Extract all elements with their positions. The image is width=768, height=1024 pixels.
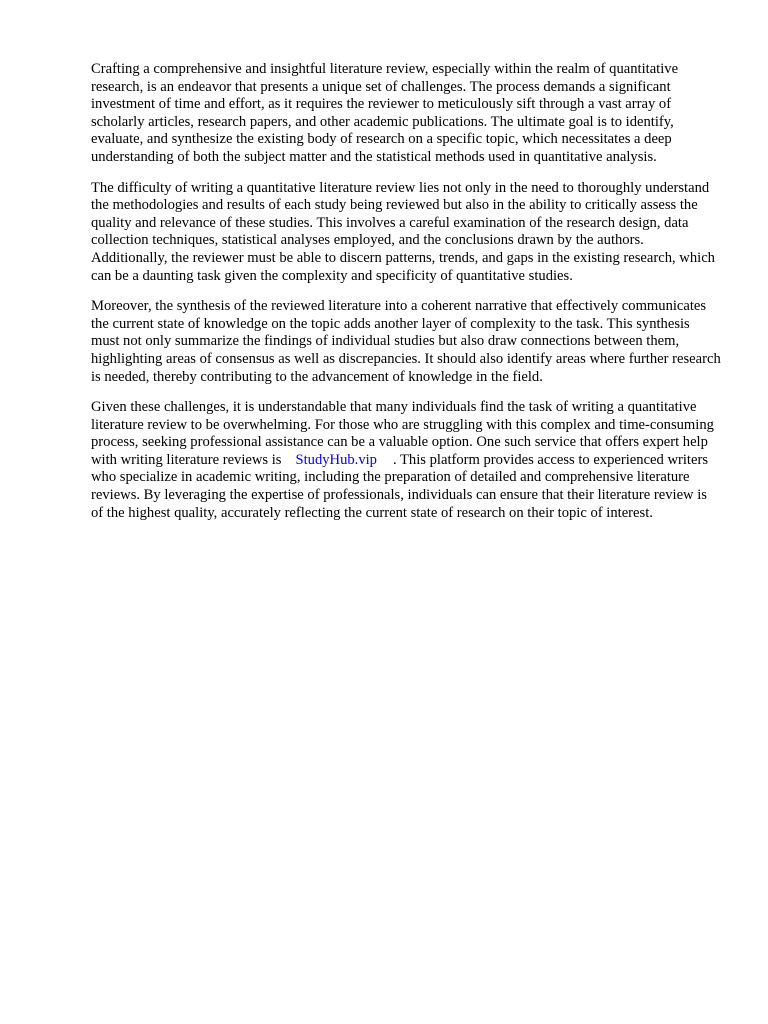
document-body — [91, 61, 721, 535]
paragraph-1: Crafting a comprehensive and insightful literature review, especially within the realm of quantitative research, is an endeavor that presents a unique set of challenges. The process demands a significant investment of time and effort, as it requires the reviewer to meticulously sift through a vast array of scholarly articles, research papers, and other academic publications. The ultimate goal is to identify, evaluate, and synthesize the existing body of research on a specific topic, which necessitates a deep understanding of both the subject matter and the statistical methods used in quantitative analysis. — [91, 61, 679, 165]
studyhub-link[interactable]: StudyHub.vip — [295, 451, 377, 468]
paragraph-4-before-link: Given these challenges, it is understandable that many individuals find the task of writing a quantitative literature review to be overwhelming. For those who are struggling with this complex and time-consuming process, seeking professional assistance can be a valuable option. One such service that offers expert help with writing literature reviews is — [91, 399, 714, 468]
paragraph-4 — [91, 399, 721, 522]
paragraph-2: The difficulty of writing a quantitative literature review lies not only in the need to thoroughly understand the methodologies and results of each study being reviewed but also in the ability to critically assess the quality and relevance of these studies. This involves a careful examination of the research design, data collection techniques, statistical analyses employed, and the conclusions drawn by the authors. Additionally, the reviewer must be able to discern patterns, trends, and gaps in the existing research, which can be a daunting task given the complexity and specificity of quantitative studies. — [91, 179, 715, 284]
paragraph-4-after-link: . This platform provides access to experienced writers who specialize in academic writing, including the preparation of detailed and comprehensive literature reviews. By leveraging the expertise of professionals, individuals can ensure that their literature review is of the highest quality, accurately reflecting the current state of research on their topic of interest. — [91, 451, 708, 521]
paragraph-3: Moreover, the synthesis of the reviewed literature into a coherent narrative that effectively communicates the current state of knowledge on the topic adds another layer of complexity to the task. This synthesis must not only summarize the findings of individual studies but also draw connections between them, highlighting areas of consensus as well as discrepancies. It should also identify areas where further research is needed, thereby contributing to the advancement of knowledge in the field. — [91, 298, 721, 385]
